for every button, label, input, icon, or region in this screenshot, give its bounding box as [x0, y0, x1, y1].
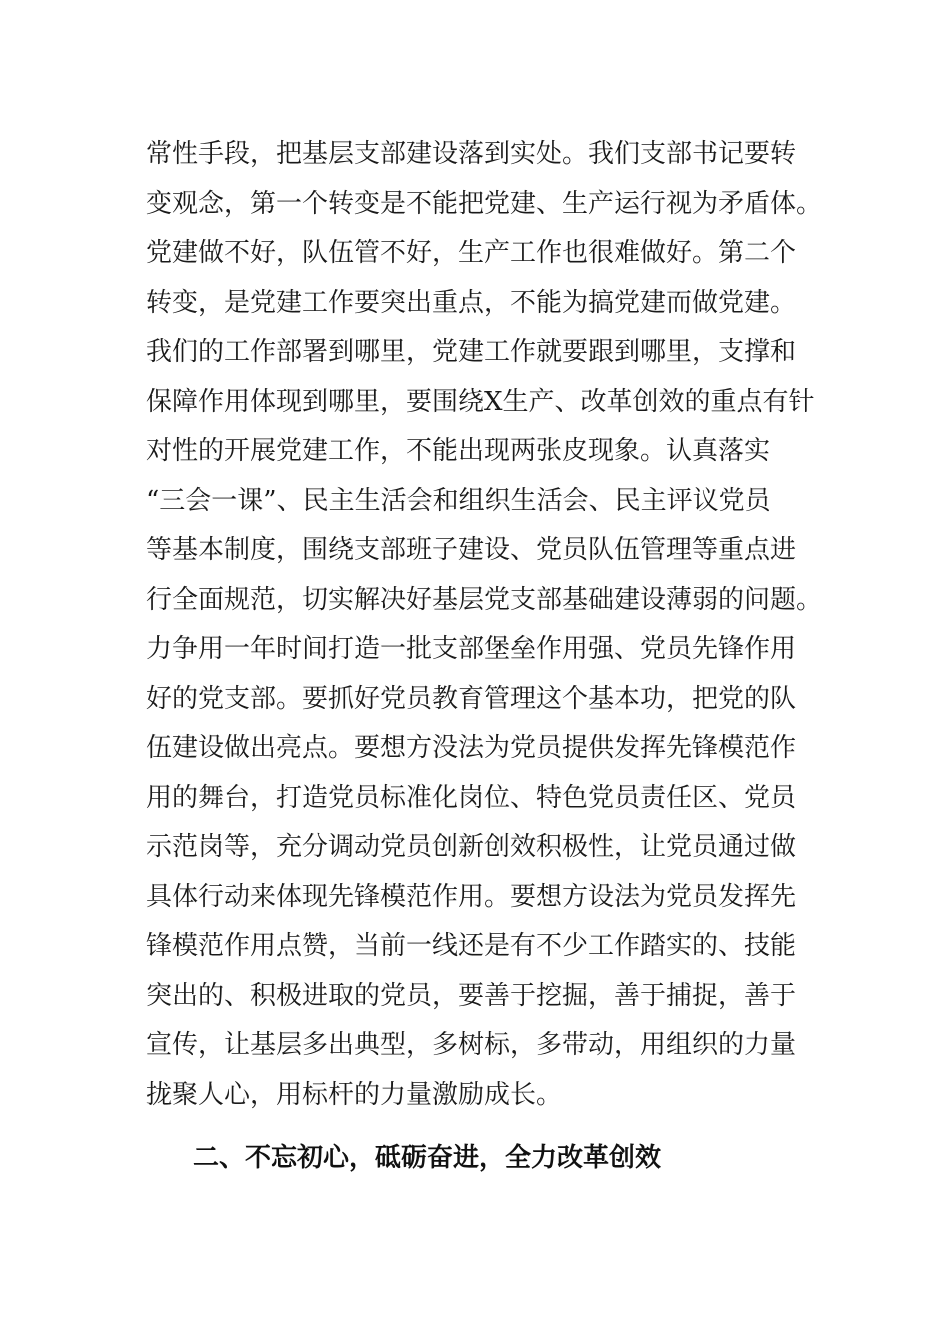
- paragraph-line: 示范岗等，充分调动党员创新创效积极性，让党员通过做: [146, 832, 797, 862]
- paragraph-line: 好的党支部。要抓好党员教育管理这个基本功，把党的队: [146, 683, 797, 714]
- paragraph-line: 变观念，第一个转变是不能把党建、生产运行视为矛盾体。: [146, 188, 823, 219]
- paragraph-line: 行全面规范，切实解决好基层党支部基础建设薄弱的问题。: [146, 584, 823, 615]
- paragraph-line: 转变，是党建工作要突出重点，不能为搞党建而做党建。: [146, 287, 797, 318]
- section-heading: 二、不忘初心，砥砺奋进，全力改革创效: [193, 1143, 662, 1173]
- paragraph-line: 保障作用体现到哪里，要围绕X生产、改革创效的重点有针: [146, 386, 815, 417]
- paragraph-line: “三会一课”、民主生活会和组织生活会、民主评议党员: [146, 485, 771, 516]
- paragraph-line: 拢聚人心，用标杆的力量激励成长。: [146, 1079, 563, 1110]
- paragraph-line: 常性手段，把基层支部建设落到实处。我们支部书记要转: [146, 139, 797, 169]
- paragraph-line: 我们的工作部署到哪里，党建工作就要跟到哪里，支撑和: [146, 337, 797, 367]
- body-paragraph: [146, 130, 823, 1120]
- paragraph-line: 对性的开展党建工作，不能出现两张皮现象。认真落实: [146, 436, 771, 466]
- paragraph-line: 用的舞台，打造党员标准化岗位、特色党员责任区、党员: [146, 782, 797, 813]
- paragraph-line: 宣传，让基层多出典型，多树标，多带动，用组织的力量: [146, 1030, 797, 1060]
- paragraph-line: 党建做不好，队伍管不好，生产工作也很难做好。第二个: [146, 238, 797, 268]
- paragraph-line: 伍建设做出亮点。要想方没法为党员提供发挥先锋模范作: [146, 733, 797, 763]
- paragraph-line: 具体行动来体现先锋模范作用。要想方设法为党员发挥先: [146, 881, 797, 912]
- paragraph-line: 等基本制度，围绕支部班子建设、党员队伍管理等重点进: [146, 535, 797, 565]
- paragraph-line: 锋模范作用点赞，当前一线还是有不少工作踏实的、技能: [146, 931, 797, 961]
- paragraph-line: 力争用一年时间打造一批支部堡垒作用强、党员先锋作用: [146, 634, 797, 664]
- paragraph-line: 突出的、积极进取的党员，要善于挖掘，善于捕捉，善于: [146, 980, 797, 1011]
